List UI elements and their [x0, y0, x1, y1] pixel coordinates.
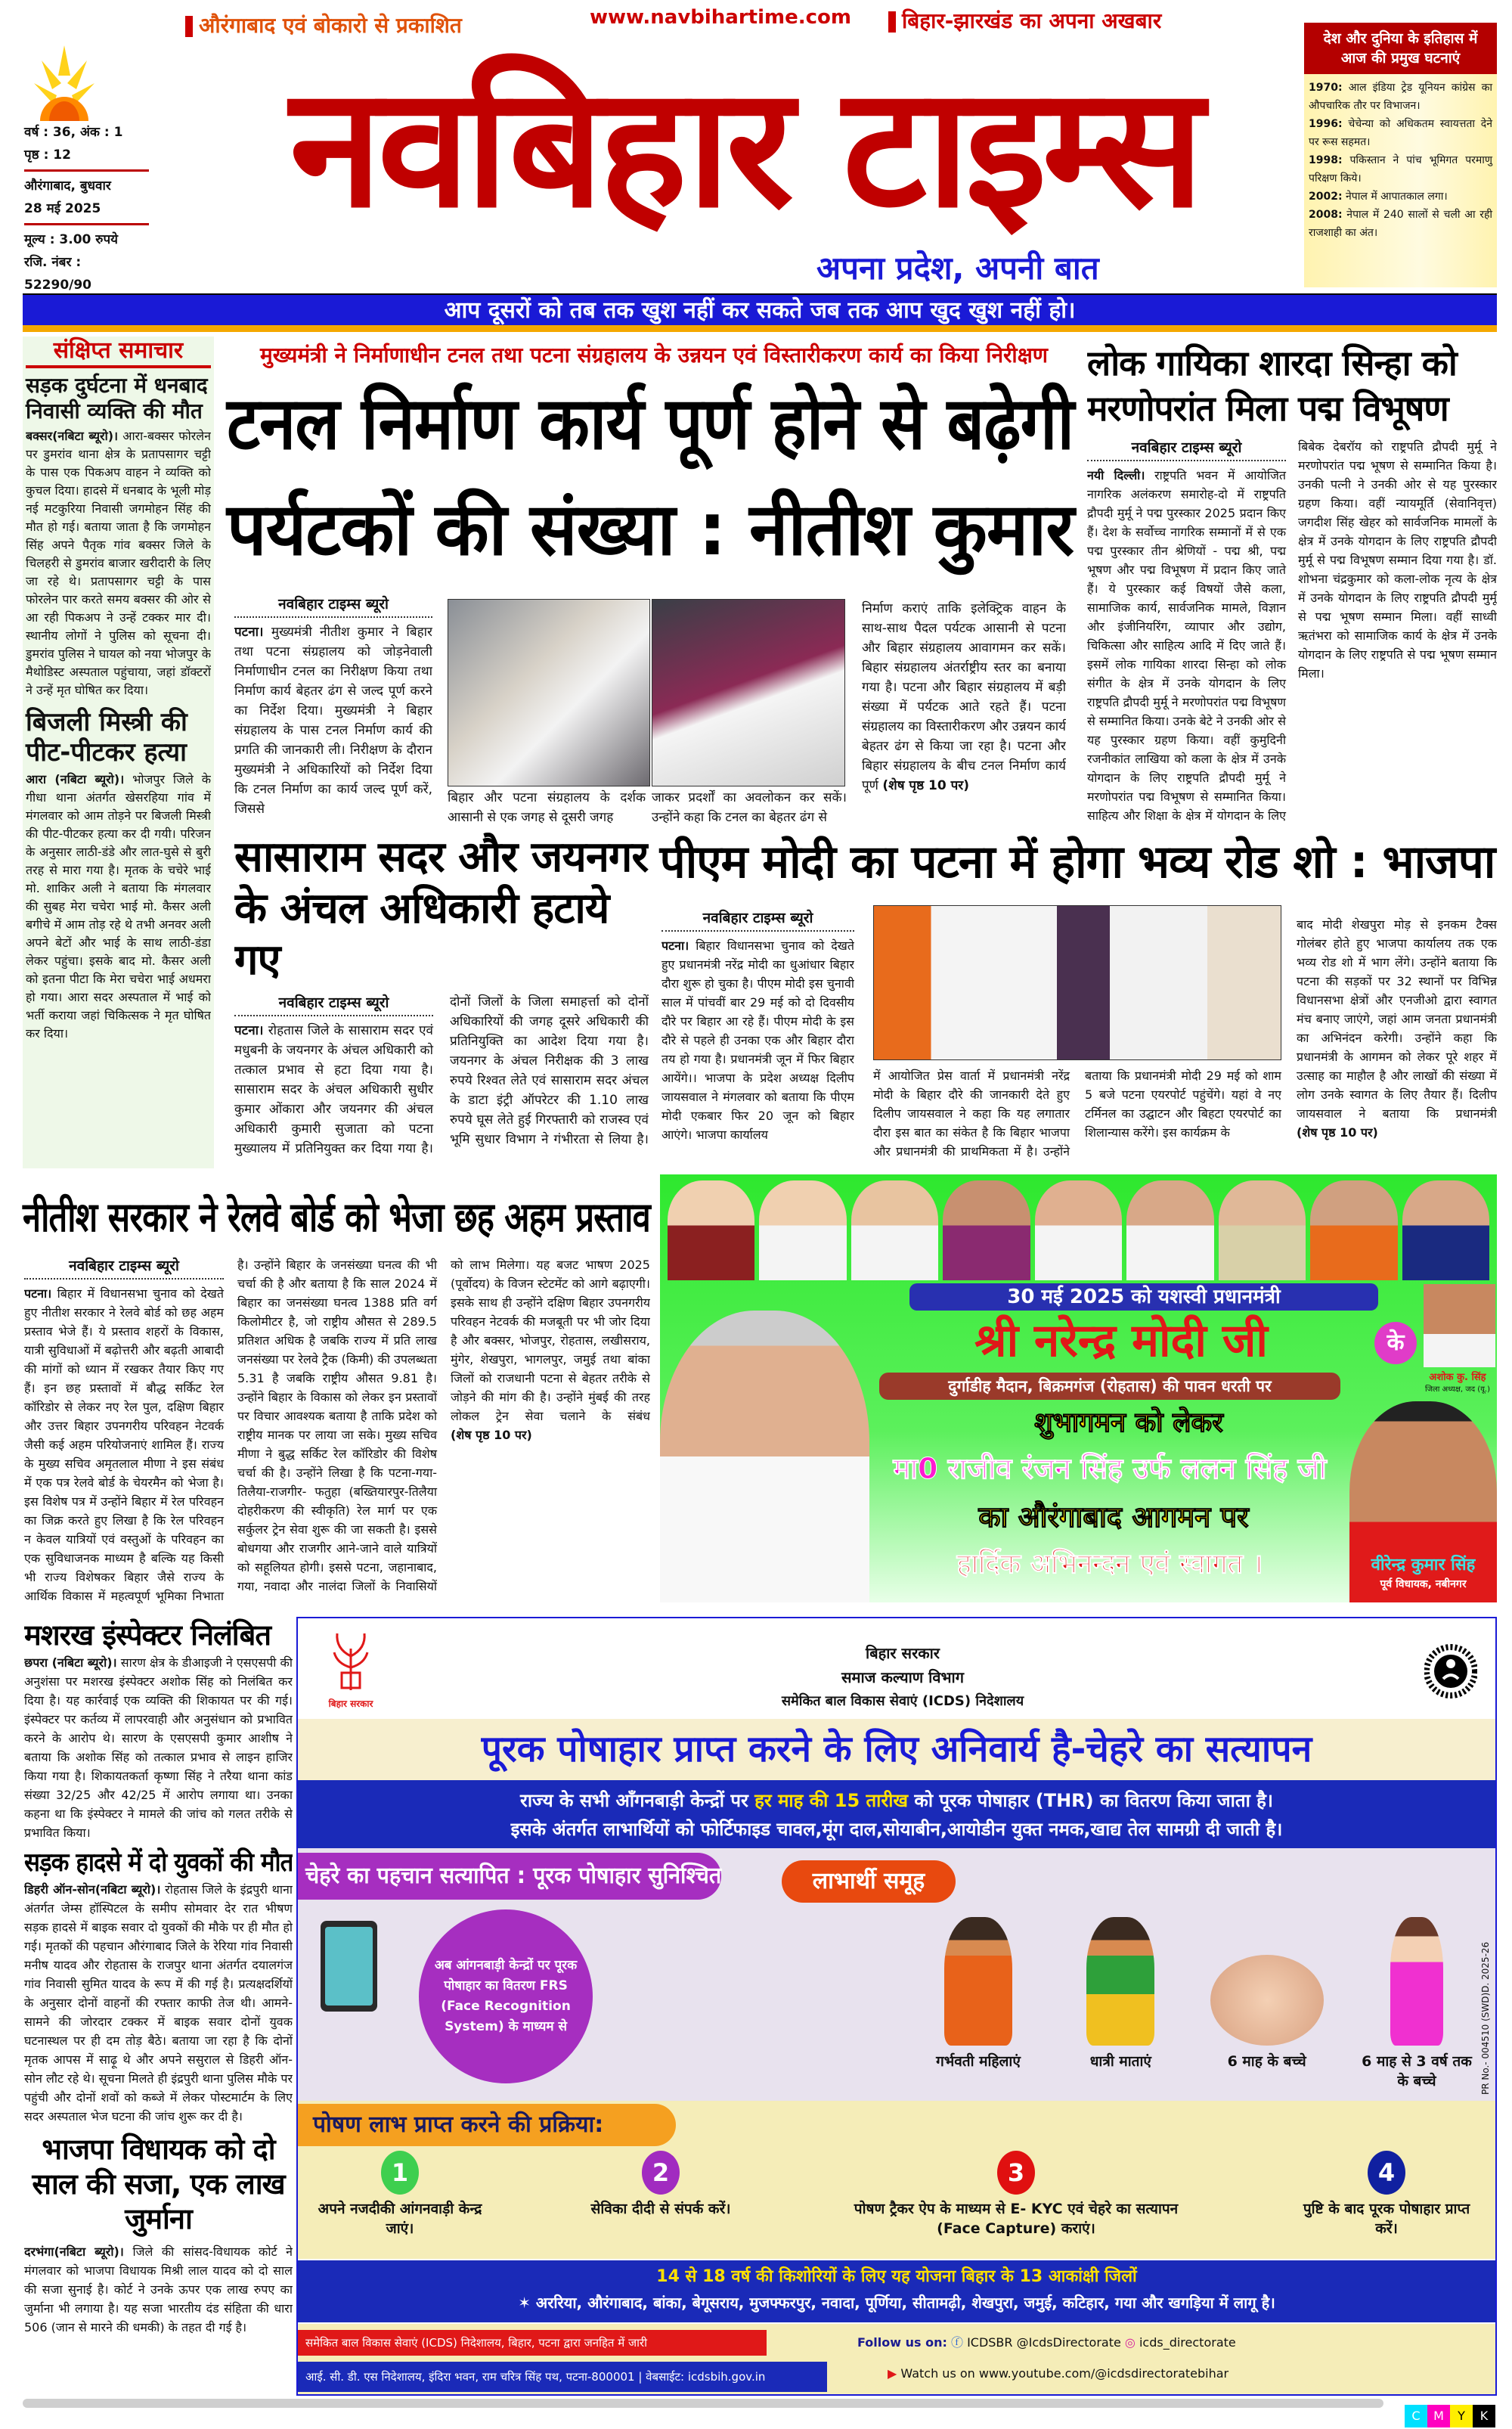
- leader-portrait: [1126, 1180, 1213, 1280]
- headline-line: पर्यटकों की संख्या : नीतीश कुमार: [227, 487, 1074, 572]
- ad-line6: हार्दिक अभिनन्दन एवं स्वागत ।: [956, 1549, 1263, 1580]
- continued-marker: (शेष पृष्ठ 10 पर): [882, 778, 969, 793]
- quote-text: आप दूसरों को तब तक खुश नहीं कर सकते जब तक आप खुद खुश नहीं हो।: [444, 297, 1076, 324]
- leader-portrait: [1310, 1180, 1397, 1280]
- bihar-govt-emblem-icon: [328, 1626, 373, 1709]
- pregnant-woman-illustration: [944, 1917, 1012, 2046]
- govt-name: बिहार सरकार: [866, 1644, 940, 1662]
- rail-story-body: [24, 1255, 650, 1612]
- article-text: पटना। रोहतास जिले के सासाराम सदर एवं मधुबनी के जयनगर के अंचल अधिकारी को तत्काल प्रभाव से हटा दिया गया है। सासाराम सदर के अंचल अधिकारी सुधीर कुमार ओंकारा और जयनगर की अंचल अधिकारी कुमारी सुजाता को पटना मुख्यालय में प्रतिनियुक्त कर दिया गया है। दोनों जिलों के जिला समाहर्त्ता को दोनों अधिकारियों की जगह दूसरे अधिकारी की प्रतिनियुक्ति का आदेश दिया गया है। जयनगर के अंचल निरीक्षक की 3 लाख रुपये रिश्वत लेते एवं सासाराम सदर अंचल के डाटा इंट्री ऑपरेटर की 1.10 लाख रुपये घूस लेते हुई गिरफ्तारी को राजस्व एवं भूमि सुधार विभाग ने गंभीरता से लिया है।: [234, 994, 649, 1156]
- issued-by: समेकित बाल विकास सेवाएं (ICDS) निदेशालय, बिहार, पटना द्वारा जनहित में जारी: [298, 2330, 767, 2356]
- icds-department-header: [676, 1641, 1129, 1714]
- beneficiary-item: धात्री माताएं: [1064, 1917, 1177, 2091]
- padma-headline: लोक गायिका शारदा सिन्हा को मरणोपरांत मिला पद्म विभूषण: [1087, 343, 1457, 429]
- leader-portrait: [1402, 1180, 1489, 1280]
- youtube-link[interactable]: [888, 2366, 1228, 2381]
- icds-info-line2: इसके अंतर्गत लाभार्थियों को फोर्टिफाइड चावल,मूंग दाल,सोयाबीन,आयोडीन युक्त नमक,खाद्य तेल सामग्री दी जाती है।: [510, 1819, 1283, 1840]
- leader-portrait: [759, 1180, 846, 1280]
- history-item: 1998: पकिस्तान ने पांच भूमिगत परमाणु परिक्षण किये।: [1309, 154, 1492, 185]
- edition-info: [24, 121, 149, 296]
- history-item: 1970: आल इंडिया ट्रेड यूनियन कांग्रेस का औपचारिक तौर पर विभाजन।: [1309, 82, 1492, 112]
- modi-roadshow-headline: [658, 832, 1497, 892]
- step-number: 1: [381, 2151, 419, 2195]
- verify-banner-text: चेहरे का पहचान सत्यापित : पूरक पोषाहार सुनिश्चित: [305, 1863, 722, 1889]
- padma-story: [1087, 340, 1497, 828]
- newspaper-title-text: नवबिहार टाइम्स: [290, 51, 1200, 244]
- icds-headline: [298, 1719, 1495, 1780]
- article-text: बिहार और पटना संग्रहालय के दर्शक आसानी से एक जगह से दूसरी जगह: [448, 790, 646, 825]
- padma-story-body: [1087, 437, 1497, 828]
- leader-portrait: [851, 1180, 938, 1280]
- byline: नवबिहार टाइम्स ब्यूरो: [662, 907, 854, 932]
- step-number: 4: [1368, 2151, 1405, 2195]
- infant-illustration: [1210, 1955, 1324, 2046]
- process-step: [835, 2151, 1198, 2238]
- issue-date: 28 मई 2025: [24, 201, 101, 216]
- sun-logo-icon: [34, 45, 94, 121]
- ad-person1-title: जिला अध्यक्ष, जद (यू.): [1425, 1385, 1490, 1394]
- ad-person1-name: अशोक कु. सिंह: [1429, 1372, 1486, 1383]
- slogan: अपना प्रदेश, अपनी बात: [816, 250, 1099, 287]
- welcome-advertisement: [660, 1174, 1497, 1602]
- history-item: 2002: नेपाल में आपातकाल लगा।: [1309, 191, 1448, 203]
- brief-body: छपरा (नबिटा ब्यूरो)। सारण क्षेत्र के डीआइजी ने एसएसपी की अनुशंसा पर मशरख इंस्पेक्टर अशोक सिंह को निलंबित कर दिया है। यह कार्रवाई एक व्यक्ति की शिकायत पर की गई। इंस्पेक्टर पर कर्तव्य में लापरवाही और अनुसंधान को प्रभावित करने के आरोप थे। सारण के एसएसपी कुमार आशीष ने बताया कि अशोक सिंह को तत्काल प्रभाव से लाइन हाजिर किया गया है। शिकायतकर्ता कृष्णा सिंह ने तरैया थाना कांड संख्या 32/25 और 42/25 में आरोप लगाया था। उनका कहना था कि इंस्पेक्टर ने मामले की जांच को गलत तरीके से प्रभावित किया।: [24, 1655, 293, 1840]
- article-text: पटना। मुख्यमंत्री नीतीश कुमार ने बिहार तथा पटना संग्रहालय को जोड़नेवाली निर्माणाधीन टनल का निरीक्षण किया तथा निर्माण कार्य बेहतर ढंग से जल्द पूर्ण करने का निर्देश दिया। मुख्यमंत्री ने बिहार संग्रहालय के पास टनल निर्माण कार्य की प्रगति की जानकारी ली। निरीक्षण के दौरान मुख्यमंत्री ने अधिकारियों को निर्देश दिया कि टनल निर्माण का कार्य जल्द पूर्ण करें, जिससे: [234, 625, 432, 817]
- year-issue: वर्ष : 36, अंक : 1: [24, 125, 123, 140]
- website-link[interactable]: www.navbihartime.com: [590, 6, 851, 29]
- directorate-name: समेकित बाल विकास सेवाएं (ICDS) निदेशालय: [781, 1693, 1024, 1709]
- place-day: औरंगाबाद, बुधवार: [24, 178, 111, 194]
- icds-logo-icon: [1424, 1637, 1477, 1705]
- ad-name-text: श्री नरेन्द्र मोदी जी: [974, 1314, 1268, 1367]
- ashok-singh-portrait: [1424, 1284, 1495, 1367]
- brief-body: डिहरी ऑन-सोन(नबिटा ब्यूरो)। रोहतास जिले के इंद्रपुरी थाना अंतर्गत जेम्स हॉस्पिटल के समीप सोमवार देर रात भीषण सड़क हादसे में बाइक सवार दो युवकों की मौके पर ही मौत हो गई। मृतकों की पहचान औरंगाबाद जिले के रेरिया गांव निवासी मनीष यादव और रोहतास के राजपुर थाना अंतर्गत दयालगंज गांव निवासी सुमित यादव के रूप में की गई है। प्रत्यक्षदर्शियों के अनुसार दोनों वाहनों की रफ्तार काफी तेज थी। आमने-सामने की जोरदार टक्कर में बाइक सवार दोनों युवक घटनास्थल पर ही दम तोड़ बैठे। बताया जा रहा है कि दोनों मृतक आपस में साढ़ू थे और अपने ससुराल से डिहरी ऑन-सोन लौट रहे थे। सूचना मिलते ही इंद्रपुरी थाना पुलिस मौके पर पहुंची और दोनों शवों को कब्जे में लेकर पोस्टमार्टम के लिए सदर अस्पताल भेज घटना की जांच शुरू कर दी है।: [24, 1882, 293, 2123]
- process-title-text: पोषण लाभ प्राप्त करने की प्रक्रिया:: [313, 2111, 604, 2138]
- step-text: अपने नजदीकी आंगनवाड़ी केन्द्र जाएं।: [318, 2201, 482, 2237]
- article-text: निर्माण कराएं ताकि इलेक्ट्रिक वाहन के साथ-साथ पैदल पर्यटक आसानी से पटना और बिहार संग्रहालय आवागमन कर सकें। बिहार संग्रहालय अंतर्राष्ट्रीय स्तर का बनाया गया है। पटना और बिहार संग्रहालय में बड़ी संख्या में पर्यटक आते रहते हैं। पटना संग्रहालय का विस्तारीकरण और उन्नयन कार्य बेहतर ढंग से किया जा रहा है। पटना और बिहार संग्रहालय के बीच टनल निर्माण कार्य पूर्ण (शेष पृष्ठ 10 पर): [862, 601, 1066, 793]
- quote-banner: [23, 293, 1497, 325]
- sasaram-headline: सासाराम सदर और जयनगर के अंचल अधिकारी हटाये गए: [234, 833, 649, 985]
- process-title: [298, 2104, 676, 2146]
- byline: नवबिहार टाइम्स ब्यूरो: [24, 1255, 224, 1280]
- page-count: पृष्ठ : 12: [24, 147, 71, 163]
- published-from-text: औरंगाबाद एवं बोकारो से प्रकाशित: [199, 13, 462, 38]
- continued-marker: (शेष पृष्ठ 10 पर): [451, 1428, 532, 1442]
- registration-number: रजि. नंबर : 52290/90: [24, 255, 92, 293]
- beneficiary-item: 6 माह से 3 वर्ष तक के बच्चे: [1356, 1917, 1477, 2091]
- ad-line5: का औरंगाबाद आगमन पर: [978, 1500, 1249, 1534]
- cmyk-k: K: [1473, 2405, 1495, 2427]
- brief-headline: मशरख इंस्पेक्टर निलंबित: [24, 1618, 271, 1652]
- ad-venue-text: दुर्गाडीह मैदान, बिक्रमगंज (रोहतास) की पावन धरती पर: [948, 1377, 1272, 1395]
- ad-date-line: [909, 1283, 1378, 1311]
- facebook-handle[interactable]: ICDSBR @IcdsDirectorate: [967, 2335, 1121, 2350]
- process-step: [585, 2151, 736, 2219]
- icds-footer: [298, 2324, 1495, 2394]
- article-text: में आयोजित प्रेस वार्ता में प्रधानमंत्री नरेंद्र मोदी के बिहार दौरे की जानकारी देते हुए दिलीप जायसवाल ने कहा कि यह लगातार दौरा इस बात का संकेत है कि बिहार भाजपा और प्रधानमंत्री की प्राथमिकता में है। उन्होंने बताया कि प्रधानमंत्री मोदी 29 मई को शाम 5 बजे पटना एयरपोर्ट पहुंचेंगे। यहां वे नए टर्मिनल का उद्घाटन और बिहटा एयरपोर्ट का शिलान्यास करेंगे। इस कार्यक्रम के: [873, 1069, 1281, 1159]
- brief-body: दरभंगा(नबिटा ब्यूरो)। जिले की सांसद-विधायक कोर्ट ने मंगलवार को भाजपा विधायक मिश्री लाल यादव को दो साल की सजा सुनाई है। कोर्ट ने उनके ऊपर एक लाख रुपए का जुर्माना भी लगाया है। यह सजा भारतीय दंड संहिता की धारा 506 (जान से मारने की धमकी) के तहत दी गई है।: [24, 2244, 293, 2334]
- brief-news-column: [23, 337, 214, 1168]
- beneficiary-item: 6 माह के बच्चे: [1203, 1917, 1331, 2091]
- ad-person2-name: वीरेन्द्र कुमार सिंह: [1371, 1556, 1476, 1574]
- byline: नवबिहार टाइम्स ब्यूरो: [234, 992, 433, 1016]
- icds-headline-text: पूरक पोषाहार प्राप्त करने के लिए अनिवार्य है-चेहरे का सत्यापन: [481, 1728, 1312, 1770]
- brief-headline: भाजपा विधायक को दो साल की सजा, एक लाख जुर्माना: [32, 2133, 285, 2235]
- frs-info-circle: अब आंगनबाड़ी केन्द्रों पर पूरक पोषाहार का वितरण FRS (Face Recognition System) के माध्यम से: [419, 1909, 593, 2083]
- history-item: 1996: चेचेन्या को अधिकतम स्वायत्तता देने पर रूस सहमत।: [1309, 118, 1492, 148]
- instagram-icon: ◎: [1124, 2335, 1136, 2350]
- section-title: संक्षिप्त समाचार: [26, 337, 211, 368]
- ad-line4: मा0 राजीव रंजन सिंह उर्फ ललन सिंह जी: [893, 1452, 1327, 1485]
- step-text: पुष्टि के बाद पूरक पोषाहार प्राप्त करें।: [1303, 2201, 1470, 2237]
- cmyk-c: C: [1405, 2405, 1427, 2427]
- social-follow: [857, 2333, 1236, 2350]
- main-story-kicker: [234, 340, 1074, 369]
- article-text: जाकर प्रदर्शों का अवलोकन कर सकें। उन्होंने कहा कि टनल का बेहतर ढंग से: [652, 790, 847, 825]
- brief-headline: बिजली मिस्त्री की पीट-पीटकर हत्या: [26, 707, 187, 768]
- ad-line3: शुभागमन को लेकर: [1034, 1407, 1223, 1438]
- article-text: पटना। बिहार विधानसभा चुनाव को देखते हुए प्रधानमंत्री नरेंद्र मोदी का धुआंधार बिहार दौरा शुरू हो चुका है। पीएम मोदी इस चुनावी साल में पांचवीं बार 29 मई को दो दिवसीय दौरे पर बिहार आ रहे हैं। पीएम मोदी के इस दौरे से पहले ही उनका एक और बिहार दौरा तय हो गया है। प्रधानमंत्री जून में फिर बिहार आयेंगे।। भाजपा के प्रदेश अध्यक्ष दिलीप जायसवाल ने मंगलवार को बताया कि पीएम मोदी एकबार फिर 20 जून को बिहार आएंगे। भाजपा कार्यालय: [662, 938, 854, 1142]
- lactating-mother-illustration: [1086, 1917, 1154, 2046]
- article-text: नयी दिल्ली। राष्ट्रपति भवन में आयोजित नागरिक अलंकरण समारोह-दो में राष्ट्रपति द्रौपदी मुर्मू ने पद्म पुरस्कार 2025 प्रदान किए हैं। देश के सर्वोच्च नागरिक सम्मानों में से एक पद्म पुरस्कार तीन श्रेणियों - पद्म श्री, पद्म भूषण और पद्म विभूषण में प्रदान किए जाते हैं। ये पुरस्कार कई विषयों जैसे कला, सामाजिक कार्य, सार्वजनिक मामले, विज्ञान और इंजीनियरिंग, व्यापार और उद्योग, चिकित्सा और साहित्य आदि में दिए जाते हैं। इसमें लोक गायिका शारदा सिन्हा को लोक संगीत के क्षेत्र में उनके योगदान के लिए राष्ट्रपति द्रौपदी मुर्मू ने मरणोपरांत पद्म विभूषण से सम्मानित किया। उनके बेटे ने उनकी ओर से यह पुरस्कार ग्रहण किया। वहीं कुमुदिनी रजनीकांत लाखिया को कला के क्षेत्र में उनके योगदान के लिए राष्ट्रपति द्रौपदी मुर्मू ने मरणोपरांत पद्म विभूषण से सम्मानित किया। साहित्य और शिक्षा के क्षेत्र में योगदान के लिए बिबेक देबरॉय को राष्ट्रपति द्रौपदी मुर्मू ने मरणोपरांत पद्म भूषण से सम्मानित किया है। उनकी पत्नी ने उनकी ओर से यह पुरस्कार ग्रहण किया। वहीं न्यायमूर्ति (सेवानिवृत्त) जगदीश सिंह खेहर को सार्वजनिक मामलों के क्षेत्र में उनके योगदान के लिए राष्ट्रपति द्रौपदी मुर्मू से पद्म विभूषण सम्मान दिया गया है। डॉ. शोभना चंद्रकुमार को कला-लोक नृत्य के क्षेत्र में उनके योगदान के लिए राष्ट्रपति द्रौपदी मुर्मू से पद्म भूषण सम्मान मिला। वहीं साध्वी ऋतंभरा को सामाजिक कार्य के क्षेत्र में उनके योगदान के लिए राष्ट्रपति से पद्म भूषण सम्मान मिला।: [1087, 439, 1497, 823]
- price: मूल्य : 3.00 रुपये: [24, 232, 118, 247]
- registration-strip: [23, 2399, 1383, 2408]
- officials-photo: [652, 599, 845, 786]
- ad-person2-title: पूर्व विधायक, नबीनगर: [1380, 1578, 1467, 1590]
- star-icon: ✶: [518, 2294, 536, 2312]
- brief-body: बक्सर(नबिटा ब्यूरो)। आरा-बक्सर फोरलेन पर डुमरांव थाना क्षेत्र के प्रतापसागर चट्टी के पास एक पिकअप वाहन ने व्यक्ति को कुचल दिया। हादसे में धनबाद के भूली मोड़ नई मटकुरिया निवासी जगमोहन सिंह की मौत हो गई। बताया जाता है कि जगमोहन सिंह अपने पैतृक गांव बक्सर जिले के चिलहरी से डुमरांव बाजार खरीदारी के लिए जा रहे थे। प्रतापसागर चट्टी के पास फोरलेन पार करते समय बक्सर की ओर से आ रही पिकअप ने उन्हें टक्कर मार दी। स्थानीय लोगों ने पुलिस को सूचना दी। डुमरांव पुलिस ने घायल को नया भोजपुर के मैथोडिस्ट अस्पताल पहुंचाया, जहां डॉक्टरों ने उन्हें मृत घोषित कर दिया।: [26, 429, 211, 697]
- main-story-headline: [227, 371, 1074, 582]
- modi-story-col1: [662, 907, 854, 1163]
- cmyk-m: M: [1427, 2405, 1450, 2427]
- rail-headline: [23, 1187, 650, 1248]
- icds-info-line1: राज्य के सभी आँगनबाड़ी केन्द्रों पर हर माह की 15 तारीख को पूरक पोषाहार (THR) का वितरण किया जाता है।: [520, 1790, 1273, 1811]
- main-story-col1: [234, 594, 432, 819]
- nitish-inspection-photo: [448, 599, 650, 786]
- child-illustration: [1390, 1917, 1443, 2046]
- leader-portrait: [668, 1180, 754, 1280]
- tagline-right-text: बिहार-झारखंड का अपना अखबार: [902, 8, 1162, 33]
- dept-name: समाज कल्याण विभाग: [841, 1668, 964, 1686]
- tagline-right: [888, 6, 1161, 35]
- history-title: देश और दुनिया के इतिहास में आज की प्रमुख घटनाएं: [1304, 23, 1497, 74]
- lalan-singh-portrait: [660, 1311, 869, 1602]
- divider: [23, 325, 1497, 332]
- icds-address: आई. सी. डी. एस निदेशालय, इंदिरा भवन, राम चरित्र सिंह पथ, पटना-800001 | वेबसाईट: icdsbih.gov.in: [298, 2362, 827, 2392]
- distribution-date-highlight: हर माह की 15 तारीख: [754, 1790, 909, 1811]
- modi-headline-text: पीएम मोदी का पटना में होगा भव्य रोड शो : भाजपा: [659, 836, 1495, 889]
- headline-line: टनल निर्माण कार्य पूर्ण होने से बढ़ेगी: [227, 381, 1074, 466]
- adolescent-scheme-band: [298, 2260, 1495, 2322]
- process-steps: [313, 2151, 1477, 2238]
- byline: नवबिहार टाइम्स ब्यूरो: [1087, 437, 1286, 461]
- phone-face-scan-icon: [321, 1921, 377, 2012]
- article-text: पटना। बिहार में विधानसभा चुनाव को देखते हुए नीतीश सरकार ने रेलवे बोर्ड को छह अहम प्रस्ताव भेजे हैं। ये प्रस्ताव शहरों के विकास, यात्री सुविधाओं में बढ़ोत्तरी और बढ़ती आबादी की मांगों को ध्यान में रखकर तैयार किए गए हैं। इन छह प्रस्तावों में बौद्ध सर्किट रेल कॉरिडोर से लेकर नए रेल पुल, दक्षिण बिहार और उत्तर बिहार उपनगरीय परिवहन नेटवर्क जैसी कई अहम परियोजनाएं शामिल हैं। राज्य के मुख्य सचिव अमृतलाल मीणा ने इस संबंध में एक पत्र रेलवे बोर्ड के चेयरमैन को भेजा है। इस विशेष पत्र में उन्होंने बिहार में रेल परिवहन का जिक्र करते हुए लिखा है कि रेल परिवहन न केवल यात्रियों एवं वस्तुओं के परिवहन का एक सुविधाजनक माध्यम है बल्कि यह किसी भी राज्य विशेषकर बिहार जैसे राज्य के आर्थिक विकास में महत्वपूर्ण भूमिका निभाता है। उन्होंने बिहार के जनसंख्या घनत्व की भी चर्चा की है और बताया है कि साल 2024 में बिहार का जनसंख्या घनत्व 1388 प्रति वर्ग किलोमीटर है, जो राष्ट्रीय औसत से 289.5 प्रतिशत अधिक है जबकि राज्य में प्रति लाख जनसंख्या पर रेलवे ट्रैक (किमी) की उपलब्धता 5.31 है जबकि राष्ट्रीय औसत 9.81 है। उन्होंने बिहार के विकास को लेकर इन प्रस्तावों पर विचार आवश्यक बताया है ताकि प्रदेश को राष्ट्रीय मानक पर लाया जा सके। मुख्य सचिव मीणा ने बुद्ध सर्किट रेल कॉरिडोर की विशेष चर्चा की है। उन्होंने लिखा है कि पटना-गया-तिलैया-राजगीर- फतुहा (बख्तियारपुर-तिलैया दोहरीकरण की स्वीकृति) रेल मार्ग पर एक सर्कुलर ट्रेन सेवा शुरू की जा सकती है। इससे बोधगया और राजगीर आने-जाने वाले यात्रियों को सहूलियत होगी। इससे पटना, जहानाबाद, गया, नवादा और नालंदा जिलों के निवासियों को लाभ मिलेगा। यह बजट भाषण 2025 (पूर्वोदय) के विजन स्टेटमेंट को आगे बढ़ाएगी। इसके साथ ही उन्होंने दक्षिण बिहार उपनगरीय परिवहन नेटवर्क की मजबूती पर भी जोर दिया है और बक्सर, भोजपुर, रोहतास, लखीसराय, मुंगेर, शेखपुरा, भागलपुर, जमुई तथा बांका जिलों को राजधानी पटना से बेहतर तरीके से जोड़ने की मांग की है। उन्होंने मुंबई की तरह लोकल ट्रेन सेवा चलाने के संबंध (शेष पृष्ठ 10 पर): [24, 1258, 650, 1603]
- adolescent-line2: ✶ अररिया, औरंगाबाद, बांका, बेगूसराय, मुजफ्फरपुर, नवादा, पूर्णिया, सीतामढ़ी, शेखपुरा, जमुई, कटिहार, गया और खगड़िया में लागू है।: [518, 2294, 1275, 2312]
- step-text: सेविका दीदी से संपर्क करें।: [590, 2201, 731, 2217]
- sasaram-story-body: [234, 992, 649, 1168]
- youtube-icon: ▶: [888, 2366, 897, 2381]
- ad-venue: [879, 1373, 1340, 1400]
- adolescent-line1: 14 से 18 वर्ष की किशोरियों के लिए यह योजना बिहार के 13 आकांक्षी जिलों: [656, 2267, 1137, 2286]
- verify-banner: [298, 1853, 721, 1900]
- facebook-icon: ⓕ: [950, 2335, 963, 2350]
- cmyk-y: Y: [1450, 2405, 1473, 2427]
- step-number: 2: [642, 2151, 680, 2195]
- cmyk-marks: [1405, 2405, 1495, 2427]
- emblem-caption: बिहार सरकार: [328, 1698, 373, 1709]
- leader-portrait: [1035, 1180, 1122, 1280]
- step-text: पोषण ट्रैकर ऐप के माध्यम से E- KYC एवं चेहरे का सत्यापन (Face Capture) कराएं।: [854, 2201, 1179, 2237]
- history-box: [1304, 23, 1497, 287]
- byline: नवबिहार टाइम्स ब्यूरो: [234, 594, 432, 618]
- pr-number: PR No.- 004510 (SWD)D. 2025-26: [1480, 1941, 1491, 2095]
- brief-headline: सड़क दुर्घटना में धनबाद निवासी व्यक्ति की मौत: [26, 373, 208, 423]
- ad-name-line: [879, 1314, 1363, 1368]
- beneficiary-title: लाभार्थी समूह: [782, 1860, 956, 1903]
- sasaram-story: [234, 832, 649, 1168]
- beneficiary-list: [918, 1917, 1477, 2091]
- history-item: 2008: नेपाल में 240 सालों से चली आ रही राजशाही का अंत।: [1309, 209, 1493, 239]
- leader-portrait: [943, 1180, 1030, 1280]
- brief-headline: सड़क हादसे में दो युवकों की मौत: [24, 1847, 293, 1878]
- icds-advertisement: [296, 1617, 1497, 2396]
- rail-headline-text: नीतीश सरकार ने रेलवे बोर्ड को भेजा छह अहम प्रस्ताव: [23, 1193, 650, 1241]
- kicker-text: मुख्यमंत्री ने निर्माणाधीन टनल तथा पटना संग्रहालय के उन्नयन एवं विस्तारीकरण कार्य का किया निरीक्षण: [259, 343, 1049, 368]
- instagram-handle[interactable]: icds_directorate: [1139, 2335, 1236, 2350]
- youtube-url[interactable]: Watch us on www.youtube.com/@icdsdirectoratebihar: [900, 2366, 1229, 2381]
- press-conference-photo: [873, 905, 1281, 1060]
- brief-body: आरा (नबिटा ब्यूरो)। भोजपुर जिले के गीधा थाना अंतर्गत खेसरहिया गांव में मंगलवार को आम तोड़ने पर बिजली मिस्त्री की पीट-पीटकर हत्या कर दी गयी। परिजन के अनुसार लाठी-डंडे और लात-घुसे से बुरी तरह से मारा गया है। मृतक के चचेरे भाई मो. शाकिर अली ने बताया कि मंगलवार की सुबह मेरा चचेरा भाई मो. कैसर अली बगीचे में आम तोड़ रहे थे तभी अनवर अली अपने बेटों और भाई के साथ लाठी-डंडा लेकर पहुंचा। इसके बाद मो. कैसर अली को इतना पीटा कि मेरा चचेरा भाई अधमरा हो गया। आरा सदर अस्पताल में भाई को भर्ती कराया जहां चिकित्सक ने मृत घोषित कर दिया।: [26, 772, 211, 1041]
- ad-date-text: 30 मई 2025 को यशस्वी प्रधानमंत्री: [1007, 1286, 1281, 1308]
- follow-label: Follow us on:: [857, 2335, 947, 2350]
- continued-marker: (शेष पृष्ठ 10 पर): [1297, 1125, 1378, 1140]
- process-step: [313, 2151, 487, 2238]
- icds-info-band: [298, 1780, 1495, 1848]
- article-text: बाद मोदी शेखपुरा मोड़ से इनकम टैक्स गोलंबर होते हुए भाजपा कार्यालय तक एक भव्य रोड शो में भाग लेंगे। उन्होंने बताया कि पटना की सड़कों पर 32 स्थानों पर विभिन्न विधानसभा क्षेत्रों और एनजीओ द्वारा स्वागत मंच बनाए जाएंगे, जहां आम जनता प्रधानमंत्री का अभिनंदन करेगी। उन्होंने कहा कि प्रधानमंत्री के आगमन को लेकर पूरे शहर में उत्साह का माहौल है और लाखों की संख्या में लोग उनके स्वागत के लिए तैयार हैं। दिलीप जायसवाल ने बताया कि प्रधानमंत्री (शेष पृष्ठ 10 पर): [1297, 917, 1497, 1140]
- beneficiary-item: गर्भवती महिलाएं: [918, 1917, 1039, 2091]
- step-number: 3: [997, 2151, 1035, 2195]
- leaders-photo-strip: [660, 1174, 1497, 1280]
- lower-brief-column: [24, 1617, 293, 2396]
- ad-ke-badge: के: [1374, 1322, 1417, 1364]
- process-step: [1296, 2151, 1477, 2238]
- published-from: [185, 11, 462, 39]
- leader-portrait: [1219, 1180, 1306, 1280]
- newspaper-title: [215, 42, 1274, 253]
